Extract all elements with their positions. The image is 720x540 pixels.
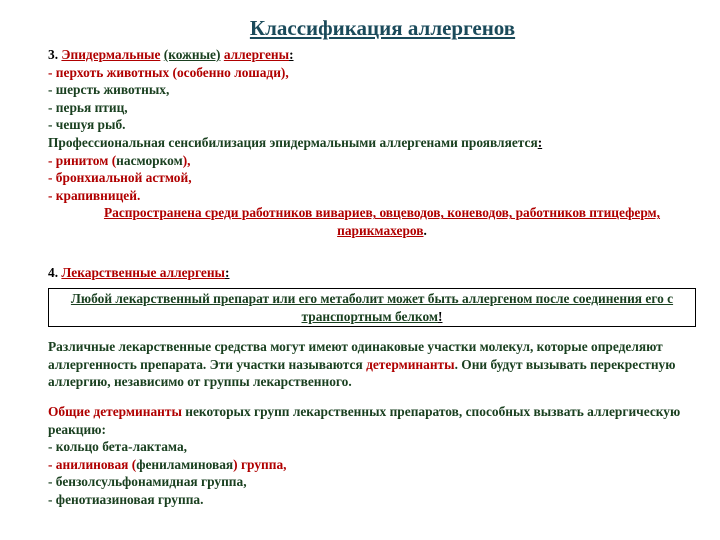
list-item: - кольцо бета-лактама,: [48, 439, 188, 455]
para1-text: Различные лекарственные средства могут имеют одинаковые участки молекул, которые определяют аллергенность препарата. Эти участки называются: [48, 339, 663, 372]
list-item: - шерсть животных,: [48, 82, 170, 98]
manif1-mid: насморком: [116, 152, 183, 168]
section-3-heading: [48, 46, 688, 64]
spread-note: [48, 204, 688, 239]
determinants-paragraph: [48, 338, 688, 391]
para2-red: Общие детерминанты: [48, 404, 182, 419]
para1-rest: . Они будут вызывать перекрестную аллергию, независимо от группы лекарственного.: [48, 356, 676, 390]
section-4-heading-text: Лекарственные аллергены: [61, 265, 226, 280]
manifestation-2: - бронхиальной астмой,: [48, 170, 192, 186]
section-3: [48, 46, 688, 240]
section-4-number: 4.: [48, 265, 59, 280]
section-3-heading-colon: :: [289, 47, 294, 62]
common-determinants: [48, 403, 688, 509]
page-title: Классификация аллергенов: [249, 16, 516, 40]
list-item: - фенотиазиновая группа.: [48, 491, 204, 507]
spread-text: Распространена среди работников вивариев, овцеводов, коневодов, работников птицеферм, парикмахеров: [103, 205, 661, 238]
list-item: - чешуя рыб.: [48, 117, 126, 133]
manifestation-3: - крапивницей.: [48, 187, 141, 203]
section-3-heading-paren: (кожные): [163, 47, 221, 62]
section-4-colon: :: [225, 265, 230, 280]
manif1-pre: - ринитом (: [48, 152, 117, 168]
para2-text: некоторых групп лекарственных препаратов, способных вызвать аллергическую реакцию:: [48, 404, 681, 437]
spread-dot: .: [423, 222, 427, 238]
section-3-heading-red2: аллергены: [223, 47, 290, 62]
list-item: - бензолсульфонамидная группа,: [48, 474, 247, 490]
list-item: [48, 456, 688, 474]
manifestation-1: [48, 152, 688, 170]
list2-pre: - анилиновая (: [48, 456, 137, 472]
prof-colon: :: [537, 134, 543, 150]
section-4-heading: [48, 264, 688, 282]
manif1-post: ),: [182, 152, 191, 168]
list2-mid: фениламиновая: [136, 456, 234, 472]
list2-post: ) группа,: [233, 456, 287, 472]
common-determinants-intro: [48, 403, 688, 438]
section-3-number: 3.: [48, 47, 59, 62]
list-item: - перхоть животных (особенно лошади),: [48, 64, 289, 80]
list-item: - перья птиц,: [48, 99, 128, 115]
section-3-heading-red: Эпидермальные: [61, 47, 161, 62]
prof-text: Профессиональная сенсибилизация эпидермальными аллергенами проявляется: [48, 134, 538, 150]
para1-term: детерминанты: [366, 356, 455, 372]
prof-sensitization-line: [48, 134, 688, 152]
boxed-exclamation: !: [438, 308, 443, 324]
boxed-text: Любой лекарственный препарат или его метаболит может быть аллергеном после соединения его с транспортным белком: [70, 291, 674, 324]
drug-allergen-definition-box: [48, 288, 696, 327]
